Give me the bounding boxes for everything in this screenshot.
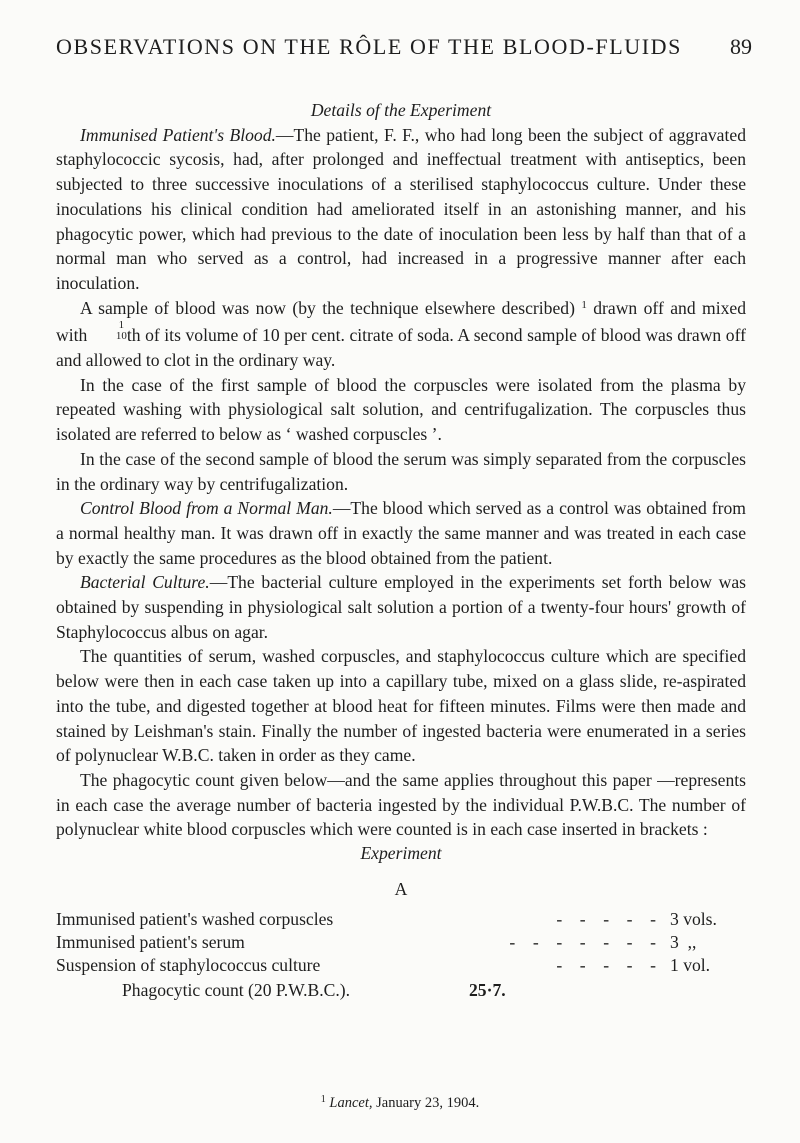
experiment-table xyxy=(56,909,746,1004)
paragraph-immunised-blood xyxy=(56,123,746,296)
experiment-row xyxy=(56,932,746,955)
leader-dashes: - - - - - - - xyxy=(509,932,656,952)
footnote-marker: 1 xyxy=(320,1094,326,1105)
paragraph-text: —The blood which served as a control was obtained from a normal healthy man. It was drawn off in exactly the same manner and was treated in each case by exactly the same procedures as the blood obtained from the patient. xyxy=(56,498,746,568)
paragraph-quantities: The quantities of serum, washed corpuscles, and staphylococcus culture which are specified below were then in each case taken up into a capillary tube, mixed on a glass slide, re-aspirated into the tube, and digested together at blood heat for fifteen minutes. Films were then made and stained by Leishman's stain. Finally the number of ingested bacteria were enumerated in a series of polynuclear W.B.C. taken in order as they came. xyxy=(56,646,746,766)
experiment-amount: 3 vols. xyxy=(670,909,717,929)
leader-dashes: - - - - - xyxy=(556,955,656,975)
phagocytic-count-value: 25·7. xyxy=(469,980,506,1000)
footnote-source: Lancet, xyxy=(329,1095,373,1111)
paragraph-text: A sample of blood was now (by the technique elsewhere described) xyxy=(80,297,575,318)
leader-dashes: - - - - - xyxy=(556,909,656,929)
paragraph-text: th of its volume of 10 per cent. citrate of soda. A second sample of blood was drawn off and allowed to clot in the ordinary way. xyxy=(56,325,746,371)
paragraph-lead: Control Blood from a Normal Man. xyxy=(80,498,333,519)
experiment-amount: 1 vol. xyxy=(670,955,711,975)
experiment-item: Immunised patient's washed corpuscles xyxy=(56,909,334,929)
running-title: OBSERVATIONS ON THE RÔLE OF THE BLOOD-FLUIDS xyxy=(56,34,683,59)
footnote-ref: 1 xyxy=(581,298,587,311)
experiment-item: Immunised patient's serum xyxy=(56,932,245,952)
paragraph-lead: Bacterial Culture. xyxy=(80,572,210,593)
experiment-block xyxy=(56,843,746,1004)
paragraph-lead: Immunised Patient's Blood. xyxy=(80,124,276,145)
paragraph-second-sample: In the case of the second sample of blood the serum was simply separated from the corpuscles in the ordinary way by centrifugalization. xyxy=(56,448,746,494)
paragraph-first-sample: In the case of the first sample of blood the corpuscles were isolated from the plasma by repeated washing with physiological salt solution, and centrifugalization. The corpuscles thus isolated are referred to below as ‘ washed corpuscles ’. xyxy=(56,374,746,445)
fraction xyxy=(92,320,127,342)
experiment-row xyxy=(56,955,746,978)
experiment-amount: 3 ,, xyxy=(670,932,697,952)
body-text xyxy=(56,98,746,842)
paragraph-text: —The bacterial culture employed in the experiments set forth below was obtained by suspending in physiological salt solution a portion of a twenty-four hours' growth of Staphylococcus albus on agar. xyxy=(56,572,747,642)
fraction-numerator: 1 xyxy=(118,319,125,332)
phagocytic-count-row xyxy=(56,980,746,1004)
footnote-date: January 23, 1904. xyxy=(376,1095,480,1111)
paragraph-control-blood xyxy=(56,496,746,570)
paragraph-text: drawn off and mixed with xyxy=(56,297,746,346)
footnote xyxy=(0,1094,800,1112)
paragraph-phagocytic-count: The phagocytic count given below—and the same applies throughout this paper —represents in each case the average number of bacteria ingested by the individual P.W.B.C. The number of polynuclear white blood corpuscles which were counted is in each case inserted in brackets : xyxy=(56,769,746,840)
experiment-item: Suspension of staphylococcus culture xyxy=(56,955,321,975)
paragraph-bacterial-culture xyxy=(56,570,746,644)
experiment-label: A xyxy=(394,879,408,899)
fraction-denominator: 10 xyxy=(115,330,127,343)
section-title: Details of the Experiment xyxy=(310,100,492,120)
running-head xyxy=(0,34,800,64)
phagocytic-count-label: Phagocytic count (20 P.W.B.C.). xyxy=(122,980,351,1000)
paragraph-sample xyxy=(56,296,746,373)
paragraph-text: —The patient, F. F., who had long been the subject of aggravated staphylococcic sycosis, had, after prolonged and ineffectual treatment with antiseptics, been subjected to three successive inoculations of a sterilised staphylococcus culture. Under these inoculations his clinical condition had ameliorated itself in an astonishing manner, and his phagocytic power, which had previous to the date of inoculation been less by half than that of a normal man who served as a control, had increased in a progressive manner after each inoculation. xyxy=(56,124,746,293)
experiment-row xyxy=(56,909,746,932)
experiment-title: Experiment xyxy=(360,843,442,863)
page-number: 89 xyxy=(730,34,752,59)
